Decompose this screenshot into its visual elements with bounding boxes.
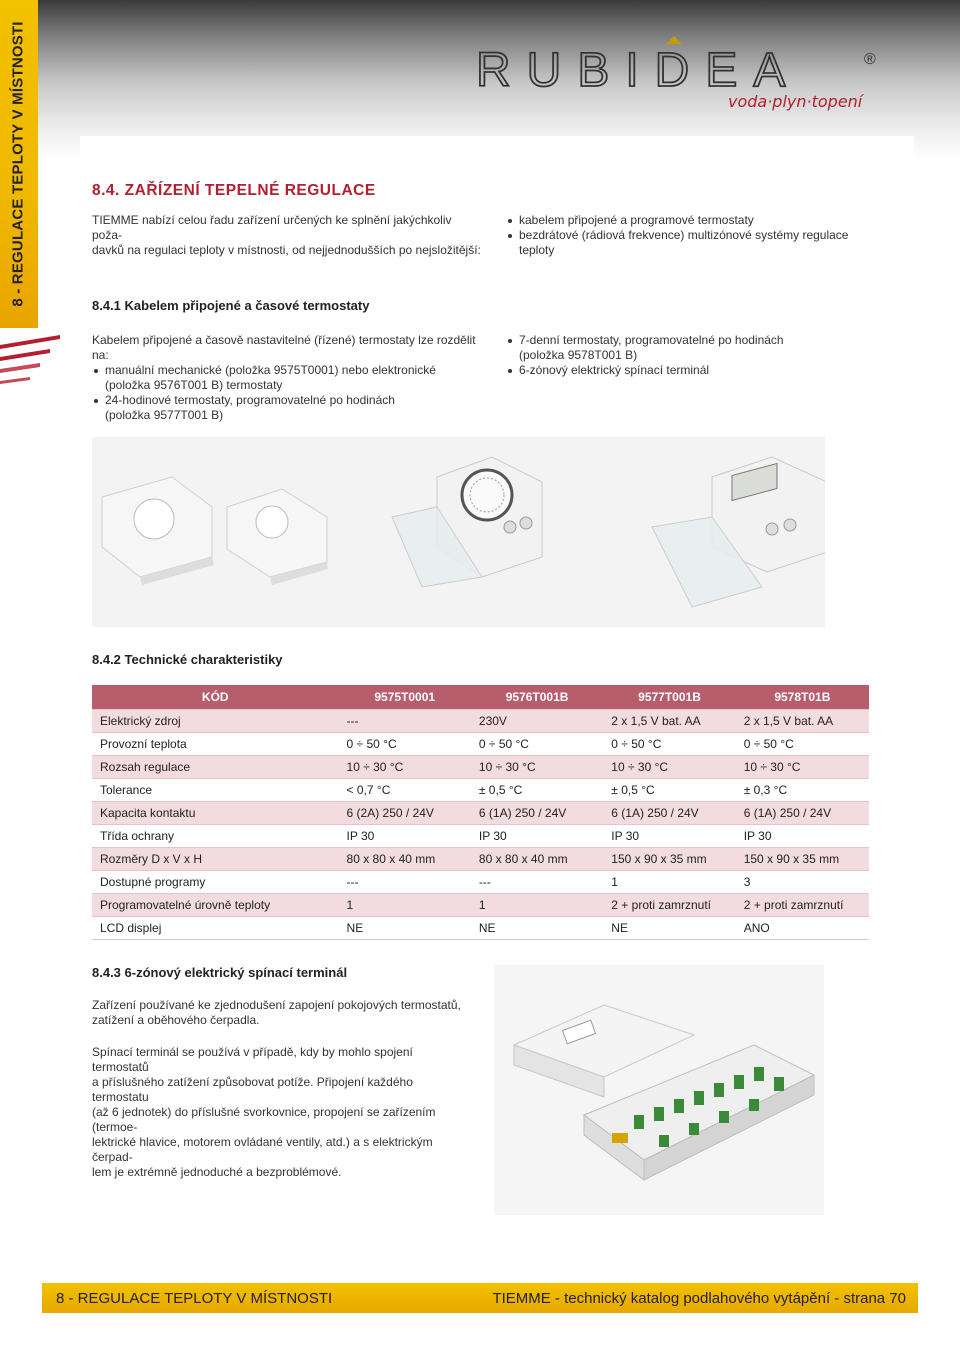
list-item-line: 6-zónový elektrický spínací terminál	[519, 363, 710, 377]
page-footer	[42, 1283, 918, 1313]
list-item-line: (položka 9576T001 B) termostaty	[105, 378, 283, 392]
table-cell: 10 ÷ 30 °C	[339, 756, 471, 779]
specs-table	[92, 685, 869, 940]
brand-name: RUBIDEA	[470, 36, 475, 37]
paragraph-line: (až 6 jednotek) do příslušné svorkovnice, propojení se zařízením (termoe-	[92, 1105, 436, 1134]
table-cell: 0 ÷ 50 °C	[736, 733, 869, 756]
thermostats-illustration	[92, 437, 825, 627]
table-cell: 150 x 90 x 35 mm	[603, 848, 735, 871]
list-item	[506, 363, 886, 378]
paragraph-line: Spínací terminál se používá v případě, kdy by mohlo spojení termostatů	[92, 1045, 413, 1074]
table-cell: < 0,7 °C	[339, 779, 471, 802]
intro-line: davků na regulaci teploty v místnosti, od nejjednodušších po nejsložitější:	[92, 243, 481, 257]
table-row	[92, 710, 869, 733]
table-header-cell: 9577T001B	[603, 685, 735, 710]
terminal-illustration	[494, 965, 824, 1215]
list-item-line: 24-hodinové termostaty, programovatelné po hodinách	[105, 393, 395, 407]
table-cell: 6 (1A) 250 / 24V	[471, 802, 603, 825]
table-row	[92, 733, 869, 756]
table-cell: Tolerance	[92, 779, 339, 802]
table-cell: 1	[603, 871, 735, 894]
terminal-photo	[494, 965, 824, 1215]
table-cell: 2 + proti zamrznutí	[603, 894, 735, 917]
side-tab	[0, 0, 38, 328]
decorative-stripes	[0, 335, 70, 425]
table-cell: ---	[471, 871, 603, 894]
table-cell: 10 ÷ 30 °C	[471, 756, 603, 779]
table-cell: 10 ÷ 30 °C	[603, 756, 735, 779]
table-cell: Třída ochrany	[92, 825, 339, 848]
section-title: 8.4. ZAŘÍZENÍ TEPELNÉ REGULACE	[92, 182, 376, 199]
table-cell: 1	[471, 894, 603, 917]
sub3-para1	[92, 998, 472, 1028]
sub3-para2	[92, 1045, 472, 1180]
table-cell: ± 0,5 °C	[603, 779, 735, 802]
table-row	[92, 848, 869, 871]
table-cell: 80 x 80 x 40 mm	[339, 848, 471, 871]
table-header-cell: KÓD	[92, 685, 339, 710]
table-row	[92, 802, 869, 825]
list-item-line: manuální mechanické (položka 9575T0001) nebo elektronické	[105, 363, 436, 377]
table-row	[92, 825, 869, 848]
table-cell: IP 30	[736, 825, 869, 848]
table-cell: ANO	[736, 917, 869, 940]
sub1-lead: Kabelem připojené a časově nastavitelné (řízené) termostaty lze rozdělit na:	[92, 333, 476, 362]
table-cell: Rozsah regulace	[92, 756, 339, 779]
footer-catalog-label: TIEMME - technický katalog podlahového vytápění - strana 70	[492, 1289, 906, 1307]
sub1-left-bullets	[92, 363, 492, 423]
paragraph-line: Zařízení používané ke zjednodušení zapojení pokojových termostatů,	[92, 998, 461, 1012]
thermostat-electronic	[227, 489, 328, 585]
list-item-line: 7-denní termostaty, programovatelné po hodinách	[519, 333, 784, 347]
table-cell: 6 (2A) 250 / 24V	[339, 802, 471, 825]
table-cell: 0 ÷ 50 °C	[471, 733, 603, 756]
table-cell: ---	[339, 710, 471, 733]
sub1-text	[92, 333, 492, 423]
intro-bullets	[506, 213, 886, 258]
table-header-row	[92, 685, 869, 710]
subsection-title-842: 8.4.2 Technické charakteristiky	[92, 652, 283, 667]
table-cell: NE	[603, 917, 735, 940]
table-row	[92, 917, 869, 940]
table-header-cell: 9578T01B	[736, 685, 869, 710]
table-cell: Rozměry D x V x H	[92, 848, 339, 871]
thermostat-7day	[652, 457, 825, 607]
table-cell: 1	[339, 894, 471, 917]
sub1-right-bullets	[506, 333, 886, 378]
list-item: kabelem připojené a programové termostaty	[506, 213, 886, 228]
table-header-cell: 9576T001B	[471, 685, 603, 710]
table-row	[92, 779, 869, 802]
list-item-line: (položka 9578T001 B)	[519, 348, 638, 362]
intro-text	[92, 213, 482, 258]
table-cell: IP 30	[603, 825, 735, 848]
table-cell: Kapacita kontaktu	[92, 802, 339, 825]
table-cell: IP 30	[471, 825, 603, 848]
table-row	[92, 894, 869, 917]
paragraph-line: lektrické hlavice, motorem ovládané ventily, atd.) a s elektrickým čerpad-	[92, 1135, 433, 1164]
paragraph-line: zatížení a oběhového čerpadla.	[92, 1013, 260, 1027]
thermostat-24h	[392, 457, 542, 587]
table-cell: ± 0,3 °C	[736, 779, 869, 802]
thermostat-mechanical	[102, 477, 214, 585]
intro-line: TIEMME nabízí celou řadu zařízení určených ke splnění jakýchkoliv poža-	[92, 213, 452, 242]
table-cell: 6 (1A) 250 / 24V	[603, 802, 735, 825]
table-cell: LCD displej	[92, 917, 339, 940]
table-cell: 0 ÷ 50 °C	[339, 733, 471, 756]
brand-tagline: voda·plyn·topení	[728, 92, 863, 111]
table-cell: 2 x 1,5 V bat. AA	[736, 710, 869, 733]
table-cell: 6 (1A) 250 / 24V	[736, 802, 869, 825]
side-tab-label: 8 - REGULACE TEPLOTY V MÍSTNOSTI	[9, 21, 27, 307]
table-cell: 2 x 1,5 V bat. AA	[603, 710, 735, 733]
list-item	[506, 333, 886, 363]
subsection-title-843: 8.4.3 6-zónový elektrický spínací terminál	[92, 965, 348, 980]
table-body	[92, 710, 869, 940]
list-item	[92, 393, 492, 423]
table-cell: 10 ÷ 30 °C	[736, 756, 869, 779]
table-cell: 230V	[471, 710, 603, 733]
table-cell: Elektrický zdroj	[92, 710, 339, 733]
registered-mark: ®	[864, 51, 876, 68]
table-cell: 80 x 80 x 40 mm	[471, 848, 603, 871]
table-row	[92, 871, 869, 894]
table-header-cell: 9575T0001	[339, 685, 471, 710]
table-cell: Dostupné programy	[92, 871, 339, 894]
subsection-title-841: 8.4.1 Kabelem připojené a časové termostaty	[92, 298, 370, 313]
list-item: bezdrátové (rádiová frekvence) multizónové systémy regulace teploty	[506, 228, 886, 258]
footer-section-label: 8 - REGULACE TEPLOTY V MÍSTNOSTI	[56, 1289, 333, 1307]
table-row	[92, 756, 869, 779]
thermostats-photo	[92, 437, 825, 627]
list-item	[92, 363, 492, 393]
table-cell: NE	[471, 917, 603, 940]
table-cell: 0 ÷ 50 °C	[603, 733, 735, 756]
table-cell: 3	[736, 871, 869, 894]
table-cell: ---	[339, 871, 471, 894]
paragraph-line: a příslušného zatížení způsobovat potíže. Připojení každého termostatu	[92, 1075, 413, 1104]
table-cell: ± 0,5 °C	[471, 779, 603, 802]
table-cell: NE	[339, 917, 471, 940]
table-cell: Provozní teplota	[92, 733, 339, 756]
list-item-line: (položka 9577T001 B)	[105, 408, 224, 422]
table-cell: Programovatelné úrovně teploty	[92, 894, 339, 917]
paragraph-line: lem je extrémně jednoduché a bezproblémové.	[92, 1165, 342, 1179]
svg-text:RUBIDEA: RUBIDEA	[476, 44, 802, 97]
table-cell: 150 x 90 x 35 mm	[736, 848, 869, 871]
table-cell: 2 + proti zamrznutí	[736, 894, 869, 917]
table-cell: IP 30	[339, 825, 471, 848]
